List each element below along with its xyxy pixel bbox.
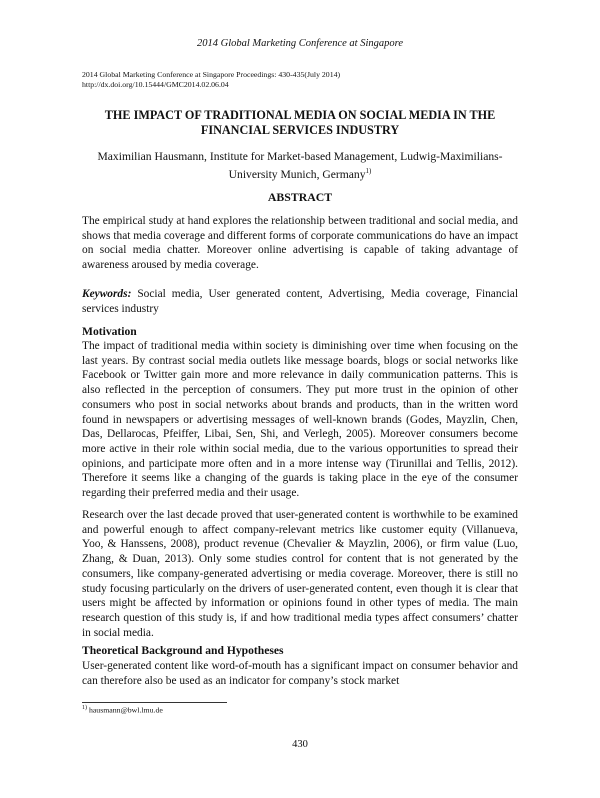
keywords-label: Keywords: [82,288,132,300]
keywords [82,287,518,316]
abstract-text: The empirical study at hand explores the relationship between traditional and social media, and shows that media coverage and different forms of corporate communications do have an impact on social media chatter. Moreover online advertising is capable of taking advantage of awareness aroused by media coverage. [82,215,518,272]
motivation-paragraph-1: The impact of traditional media within society is diminishing over time when focusing on the last years. By contrast social media outlets like message boards, blogs or social networks like Facebook or Twitter gain more and more relevance in daily communication patterns. This is also reflected in the perception of consumers. They put more trust in the opinion of other consumers who post in social networks about brands and products, than in the written word found in newspapers or advertising messages of well-known brands (Godes, Mayzlin, Chen, Das, Dellarocas, Pfeiffer, Libai, Sen, Shi, and Verlegh, 2005). Moreover consumers become more active in their role within social media, due to the various opportunities to spread their opinions, and participate more often and in a more intense way (Tirunillai and Tellis, 2012). Therefore it seems like a changing of the guards is taking place in the eye of the consumer regarding their preferred media and their usage. [82,340,518,500]
doi-line: http://dx.doi.org/10.15444/GMC2014.02.06.04 [82,80,229,89]
footnote-mark: 1) [82,705,87,711]
keywords-text: Social media, User generated content, Advertising, Media coverage, Financial services industry [82,288,518,315]
theory-paragraph-1: User-generated content like word-of-mouth has a significant impact on consumer behavior and can therefore also be used as an indicator for company’s stock market [82,660,518,687]
footnote [82,705,163,715]
author-line-1: Maximilian Hausmann, Institute for Market-based Management, Ludwig-Maximilians- [97,150,503,163]
author-block [82,149,518,182]
citation-block [82,70,340,90]
section-heading-theory: Theoretical Background and Hypotheses [82,644,284,657]
author-line-2-wrap [82,164,518,182]
running-head: 2014 Global Marketing Conference at Singapore [197,38,403,49]
footnote-divider [82,702,227,703]
page-number: 430 [292,739,308,750]
title-line-2: FINANCIAL SERVICES INDUSTRY [200,123,400,137]
footnote-email: hausmann@bwl.lmu.de [87,705,163,715]
abstract-heading: ABSTRACT [267,190,333,204]
author-line-2: University Munich, Germany [228,167,366,181]
author-footnote-mark: 1) [365,167,372,175]
motivation-paragraph-2: Research over the last decade proved that user-generated content is worthwhile to be examined and powerful enough to affect company-relevant metrics like customer equity (Villanueva, Yoo, & Hanssens, 2008), product revenue (Chevalier & Mayzlin, 2006), or firm value (Luo, Zhang, & Duan, 2013). Only some studies control for content that is not generated by the consumers, like company-generated advertising or media coverage. Moreover, there is still no study focusing particularly on the drivers of user-generated content, even though it is clear that users might be affected by information or opinions found in other types of media. The main research question of this study is, if and how traditional media types affect consumers’ chatter in social media. [82,509,518,639]
paper-title [82,108,518,138]
section-heading-motivation: Motivation [82,325,137,338]
title-line-1: THE IMPACT OF TRADITIONAL MEDIA ON SOCIAL MEDIA IN THE [104,108,496,122]
citation-line: 2014 Global Marketing Conference at Singapore Proceedings: 430-435(July 2014) [82,70,341,79]
